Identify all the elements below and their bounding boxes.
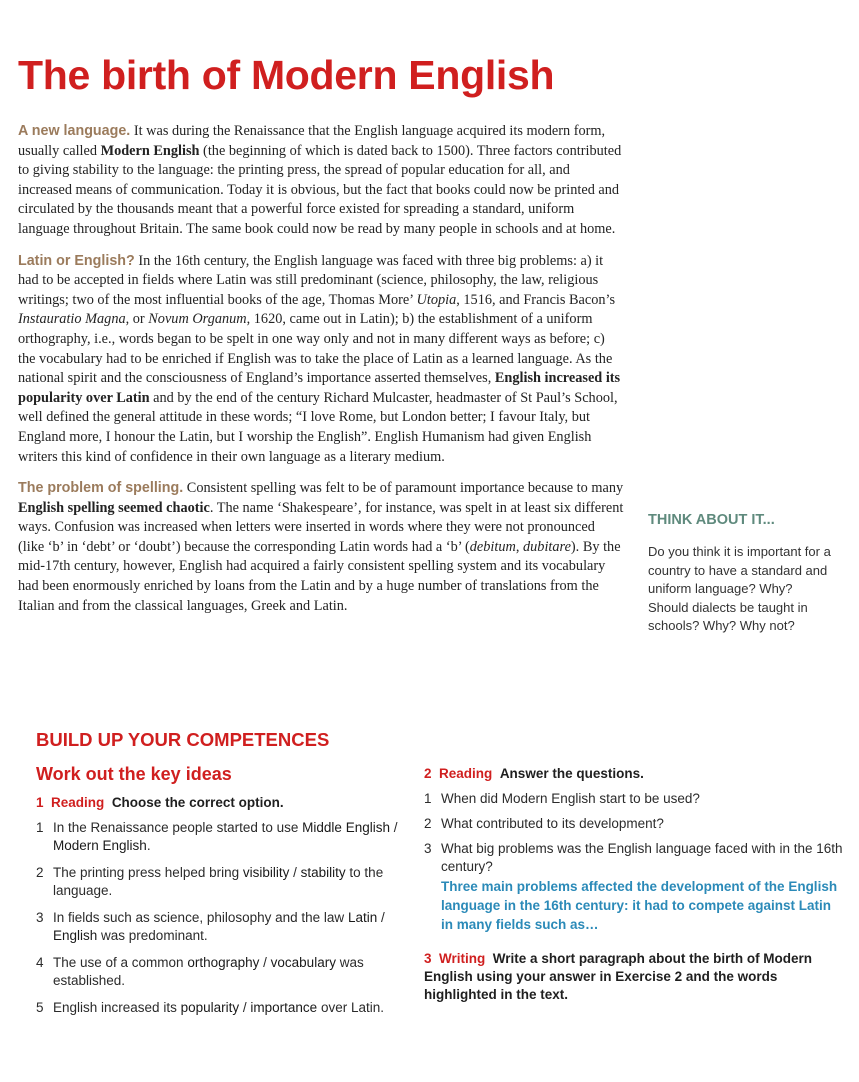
item-text bbox=[53, 864, 408, 900]
exercise-3-heading bbox=[424, 950, 844, 1004]
item-suffix: was established. bbox=[53, 955, 364, 988]
option-separator: / bbox=[389, 820, 398, 835]
item-prefix: In the Renaissance people started to use bbox=[53, 820, 303, 835]
exercise-instruction: Write a short paragraph about the birth of Modern English using your answer in Exercise 2 and the words highlighted in the text. bbox=[424, 951, 813, 1002]
highlighted-term: English increased its popularity over Latin bbox=[18, 370, 621, 406]
paragraph-spelling bbox=[18, 479, 624, 616]
key-ideas-title: Work out the key ideas bbox=[36, 764, 232, 784]
option-b[interactable]: Modern English bbox=[53, 838, 147, 853]
book-title: Novum Organum bbox=[148, 311, 247, 328]
item-number: 2 bbox=[424, 816, 432, 831]
item-suffix: to the language. bbox=[53, 865, 384, 898]
question-item bbox=[424, 815, 844, 833]
item-prefix: In fields such as science, philosophy and the law bbox=[53, 910, 348, 925]
item-prefix: English increased its bbox=[53, 1000, 181, 1015]
item-prefix: The printing press helped bring bbox=[53, 865, 243, 880]
item-suffix: . bbox=[146, 838, 151, 853]
option-b[interactable]: English bbox=[53, 928, 98, 943]
list-item bbox=[36, 954, 408, 990]
sample-answer: Three main problems affected the development of the English language in the 16th century: it had to compete against Latin in many fields such as… bbox=[441, 879, 838, 932]
exercise-number: 1 bbox=[36, 795, 44, 810]
build-up-title: BUILD UP YOUR COMPETENCES bbox=[36, 729, 330, 750]
think-question-1: Do you think it is important for a country to have a standard and uniform language? Why? bbox=[648, 544, 831, 597]
think-question-2: Should dialects be taught in schools? Why? Why not? bbox=[648, 599, 808, 634]
question-item bbox=[424, 840, 844, 876]
item-number: 1 bbox=[36, 820, 44, 835]
book-title: Utopia bbox=[416, 291, 457, 308]
item-text bbox=[53, 999, 384, 1017]
paragraph-lead: A new language. bbox=[18, 123, 131, 139]
question-text: When did Modern English start to be used? bbox=[441, 791, 700, 806]
option-a[interactable]: Middle English bbox=[302, 820, 390, 835]
exercise-kind: Reading bbox=[439, 766, 493, 781]
paragraph-new-language bbox=[18, 122, 624, 240]
exercise-2-3-column bbox=[424, 766, 844, 1004]
option-a[interactable]: Latin bbox=[347, 910, 378, 925]
option-a[interactable]: popularity bbox=[180, 1000, 240, 1015]
item-number: 5 bbox=[36, 1000, 44, 1015]
item-text bbox=[53, 819, 408, 855]
highlighted-term: English spelling seemed chaotic bbox=[18, 499, 210, 516]
think-title: THINK ABOUT IT... bbox=[648, 512, 775, 528]
exercise-kind: Reading bbox=[51, 795, 105, 810]
question-text: What contributed to its development? bbox=[441, 816, 664, 831]
book-title: Instauratio Magna bbox=[18, 311, 126, 328]
item-suffix: over Latin. bbox=[317, 1000, 384, 1015]
item-number: 1 bbox=[424, 791, 432, 806]
paragraph-lead: The problem of spelling. bbox=[18, 480, 184, 497]
paragraph-text: , 1620, came out in Latin); b) the establishment of a uniform orthography, i.e., words began to be spelt in one way only and not in many different ways as before; c) the vocabulary had to be enriched if English was to take the place of Latin as a learned language. As the national spirit and the consciousness of England’s importance asserted themselves, bbox=[18, 311, 613, 387]
option-separator: / bbox=[239, 1000, 251, 1015]
item-text bbox=[53, 909, 408, 945]
paragraph-latin-or-english bbox=[18, 252, 624, 468]
paragraph-text: ). By the mid-17th century, however, English had acquired a fairly consistent spelling system and its vocabulary had been enormously enriched by loans from the Latin and by a huge number of translations from the Italian and from the classical languages, Greek and Latin. bbox=[18, 538, 621, 614]
list-item bbox=[36, 999, 408, 1017]
paragraph-text: . The name ‘Shakespeare’, for instance, was spelt in at least six different ways. Confusion was increased when letters were inserted in words where they were not pronounced (like ‘b’ in ‘debt’ or ‘doubt’) because the corresponding Latin words had a ‘b’ ( bbox=[18, 499, 624, 555]
paragraph-text: In the 16th century, the English language was faced with three big problems: a) it had to be accepted in fields where Latin was still predominant (science, philosophy, the law, religious writings; two of the most influential books of the age, Thomas More’ bbox=[18, 252, 604, 308]
exercise-number: 2 bbox=[424, 766, 432, 781]
latin-word: debitum bbox=[469, 538, 516, 555]
list-item bbox=[36, 909, 408, 945]
exercise-1-column bbox=[36, 764, 408, 1026]
paragraph-text: (the beginning of which is dated back to 1500). Three factors contributed to giving stability to the language: the printing press, the spread of popular education for all, and increased means of communication. Today it is obvious, but the fact that books could now be printed and circulated by the thousands meant that a powerful force existed for spreading a standard, uniform language throughout Britain. The same book could now be read by many people in schools and at home. bbox=[18, 142, 622, 237]
main-text bbox=[18, 122, 624, 628]
exercise-2-heading bbox=[424, 766, 844, 781]
think-about-it-box bbox=[648, 512, 853, 636]
paragraph-text: , or bbox=[125, 311, 149, 328]
exercise-kind: Writing bbox=[439, 951, 486, 966]
item-number: 4 bbox=[36, 955, 44, 970]
paragraph-text: , 1516, and Francis Bacon’s bbox=[456, 291, 616, 308]
option-separator: / bbox=[377, 910, 385, 925]
option-b[interactable]: importance bbox=[250, 1000, 318, 1015]
exercise-number: 3 bbox=[424, 951, 432, 966]
item-prefix: The use of a common bbox=[53, 955, 188, 970]
paragraph-text: , bbox=[515, 538, 523, 555]
option-a[interactable]: visibility bbox=[242, 865, 290, 880]
question-text: What big problems was the English language faced with in the 16th century? bbox=[441, 841, 843, 874]
option-b[interactable]: vocabulary bbox=[270, 955, 336, 970]
option-separator: / bbox=[289, 865, 301, 880]
paragraph-text: and by the end of the century Richard Mulcaster, headmaster of St Paul’s School, well defined the general attitude in these words; “I love Rome, but London better; I favour Italy, but England more, I honour the Latin, but I worship the English”. English Humanism had given English writers this kind of confidence in their own language as a literary medium. bbox=[18, 389, 618, 465]
paragraph-text: Consistent spelling was felt to be of paramount importance because to many bbox=[183, 480, 624, 497]
option-a[interactable]: orthography bbox=[187, 955, 260, 970]
question-item bbox=[424, 790, 844, 808]
page-title: The birth of Modern English bbox=[18, 52, 555, 98]
highlighted-term: Modern English bbox=[100, 142, 200, 159]
list-item bbox=[36, 819, 408, 855]
paragraph-lead: Latin or English? bbox=[18, 252, 135, 269]
latin-word: dubitare bbox=[523, 538, 571, 555]
option-separator: / bbox=[259, 955, 271, 970]
exercise-instruction: Choose the correct option. bbox=[111, 795, 284, 810]
item-number: 2 bbox=[36, 865, 44, 880]
item-number: 3 bbox=[424, 841, 432, 856]
paragraph-text: It was during the Renaissance that the English language acquired its modern form, usually called bbox=[18, 123, 606, 159]
list-item bbox=[36, 864, 408, 900]
exercise-instruction: Answer the questions. bbox=[499, 766, 644, 781]
item-text bbox=[53, 954, 408, 990]
item-number: 3 bbox=[36, 910, 44, 925]
exercise-1-heading bbox=[36, 795, 408, 810]
option-b[interactable]: stability bbox=[300, 865, 346, 880]
item-suffix: was predominant. bbox=[97, 928, 208, 943]
